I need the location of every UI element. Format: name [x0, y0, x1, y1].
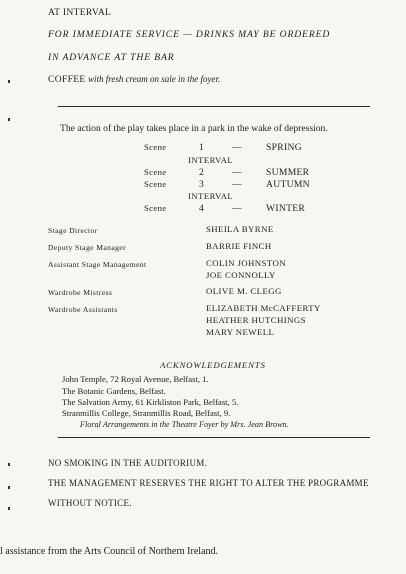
- scene-season: WINTER: [266, 203, 306, 214]
- crew-name: OLIVE M. CLEGG: [206, 286, 282, 296]
- crew-name: HEATHER HUTCHINGS: [206, 315, 306, 325]
- crew-name: JOE CONNOLLY: [206, 270, 276, 280]
- margin-mark: [8, 80, 10, 83]
- crew-name: COLIN JOHNSTON: [206, 258, 286, 268]
- acknowledgements-heading: ACKNOWLEDGEMENTS: [160, 360, 266, 370]
- divider-top: [58, 106, 370, 107]
- scene-label: Scene: [144, 142, 167, 152]
- scene-season: SPRING: [266, 142, 302, 153]
- scene-number: 3: [199, 179, 204, 190]
- scene-number: 1: [199, 142, 204, 153]
- floral-credit: Floral Arrangements in the Theatre Foyer by Mrs. Jean Brown.: [80, 420, 289, 429]
- crew-name: BARRIE FINCH: [206, 241, 272, 251]
- margin-mark: [8, 507, 10, 510]
- interval-service-line1: FOR IMMEDIATE SERVICE — DRINKS MAY BE ORDERED: [48, 29, 331, 40]
- crew-name: ELIZABETH McCAFFERTY: [206, 303, 321, 313]
- coffee-word: COFFEE: [48, 74, 86, 85]
- scene-label: Scene: [144, 167, 167, 177]
- play-setting: The action of the play takes place in a park in the wake of depression.: [60, 123, 328, 134]
- acknowledgement-line: The Botanic Gardens, Belfast.: [62, 386, 166, 396]
- scene-label: Scene: [144, 203, 167, 213]
- margin-mark: [8, 463, 10, 466]
- scene-season: AUTUMN: [266, 179, 310, 190]
- scene-dash: —: [232, 179, 242, 190]
- arts-council-credit: l assistance from the Arts Council of Northern Ireland.: [0, 546, 218, 557]
- margin-mark: [8, 118, 10, 121]
- crew-role: Deputy Stage Manager: [48, 243, 127, 252]
- scene-dash: —: [232, 142, 242, 153]
- interval-service-line2: IN ADVANCE AT THE BAR: [48, 52, 175, 63]
- crew-role: Wardrobe Mistress: [48, 288, 113, 297]
- crew-name: SHEILA BYRNE: [206, 224, 274, 234]
- coffee-rest: with fresh cream on sale in the foyer.: [87, 74, 221, 84]
- scene-number: 4: [199, 203, 204, 214]
- scene-label: Scene: [144, 179, 167, 189]
- reserve-notice-line2: WITHOUT NOTICE.: [48, 498, 132, 508]
- acknowledgement-line: The Salvation Army, 61 Kirkliston Park, Belfast, 5.: [62, 397, 239, 407]
- crew-name: MARY NEWELL: [206, 327, 275, 337]
- coffee-line: [48, 74, 220, 85]
- scene-dash: —: [232, 167, 242, 178]
- divider-bottom: [58, 437, 370, 438]
- acknowledgement-line: John Temple, 72 Royal Avenue, Belfast, 1.: [62, 374, 209, 384]
- acknowledgement-line: Stranmillis College, Stranmillis Road, Belfast, 9.: [62, 408, 231, 418]
- interval-label: INTERVAL: [188, 191, 234, 201]
- crew-role: Stage Director: [48, 226, 98, 235]
- scene-season: SUMMER: [266, 167, 310, 178]
- reserve-notice-line1: THE MANAGEMENT RESERVES THE RIGHT TO ALTER THE PROGRAMME: [48, 478, 369, 488]
- interval-label: INTERVAL: [188, 155, 234, 165]
- margin-mark: [8, 486, 10, 489]
- interval-heading: AT INTERVAL: [48, 7, 112, 18]
- crew-role: Assistant Stage Management: [48, 260, 147, 269]
- scene-dash: —: [232, 203, 242, 214]
- crew-role: Wardrobe Assistants: [48, 305, 118, 314]
- scene-number: 2: [199, 167, 204, 178]
- no-smoking-notice: NO SMOKING IN THE AUDITORIUM.: [48, 458, 208, 468]
